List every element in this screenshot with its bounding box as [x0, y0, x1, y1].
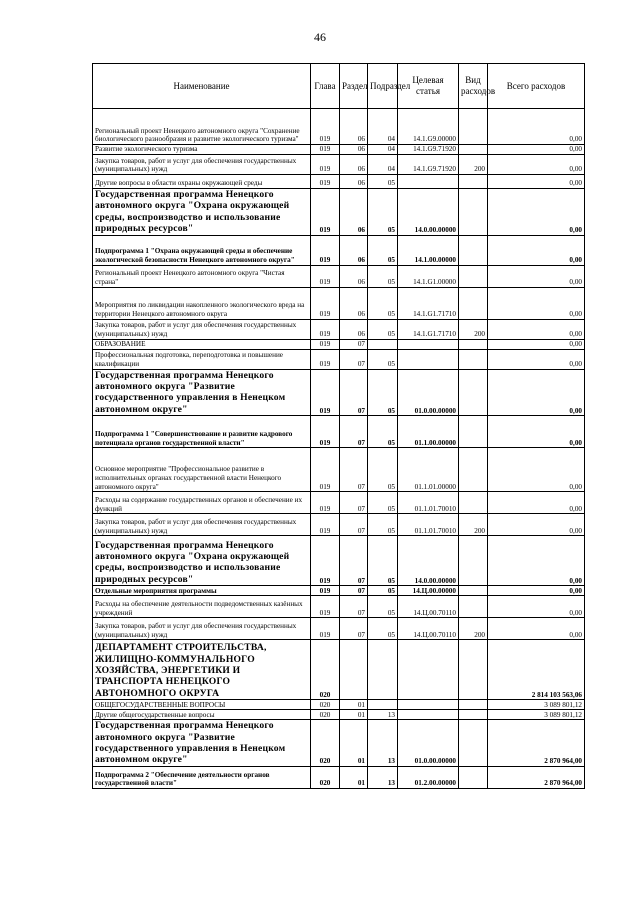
row-section — [340, 640, 368, 700]
row-exp-type: 200 — [459, 618, 488, 640]
table-row — [93, 596, 585, 618]
row-name: ДЕПАРТАМЕНТ СТРОИТЕЛЬСТВА, ЖИЛИЩНО-КОММУНАЛЬНОГО ХОЗЯЙСТВА, ЭНЕРГЕТИКИ И ТРАНСПОРТА НЕНЕЦКОГО АВТОНОМНОГО ОКРУГА — [93, 640, 311, 700]
row-exp-type: 200 — [459, 155, 488, 175]
row-target — [398, 349, 459, 369]
row-total: 0,00 — [488, 339, 585, 349]
row-total: 0,00 — [488, 536, 585, 586]
row-subsection: 05 — [368, 492, 398, 514]
row-subsection: 05 — [368, 448, 398, 492]
row-target: 01.1.00.00000 — [398, 416, 459, 448]
row-exp-type — [459, 369, 488, 416]
row-name: Другие общегосударственные вопросы — [93, 710, 311, 720]
row-total: 0,00 — [488, 448, 585, 492]
table-row — [93, 349, 585, 369]
row-chapter: 019 — [311, 349, 340, 369]
row-section: 06 — [340, 175, 368, 189]
row-exp-type — [459, 175, 488, 189]
row-total: 0,00 — [488, 109, 585, 145]
row-section: 07 — [340, 618, 368, 640]
row-section: 07 — [340, 514, 368, 536]
header-target: Целевая статья — [398, 64, 459, 109]
row-section: 07 — [340, 416, 368, 448]
row-section: 06 — [340, 319, 368, 339]
row-exp-type — [459, 700, 488, 710]
row-target: 14.1.G1.71710 — [398, 287, 459, 319]
row-name: Государственная программа Ненецкого автономного округа "Охрана окружающей среды, воспроизводство и использование природных ресурсов" — [93, 189, 311, 236]
row-total: 0,00 — [488, 175, 585, 189]
table-row — [93, 710, 585, 720]
row-target — [398, 175, 459, 189]
row-subsection: 13 — [368, 710, 398, 720]
row-name: Закупка товаров, работ и услуг для обеспечения государственных (муниципальных) нужд — [93, 319, 311, 339]
row-name: Региональный проект Ненецкого автономного округа "Чистая страна" — [93, 265, 311, 287]
row-total: 2 870 964,00 — [488, 720, 585, 767]
row-name: Мероприятия по ликвидации накопленного экологического вреда на территории Ненецкого автономного округа — [93, 287, 311, 319]
row-subsection — [368, 339, 398, 349]
row-section: 06 — [340, 265, 368, 287]
row-subsection: 05 — [368, 349, 398, 369]
row-exp-type — [459, 448, 488, 492]
row-subsection — [368, 700, 398, 710]
row-total: 0,00 — [488, 369, 585, 416]
row-section: 06 — [340, 189, 368, 236]
row-target: 14.1.00.00000 — [398, 235, 459, 265]
row-section: 01 — [340, 720, 368, 767]
row-chapter: 019 — [311, 265, 340, 287]
row-section: 06 — [340, 235, 368, 265]
row-name: Региональный проект Ненецкого автономного округа "Сохранение биологического разнообразия и развитие экологического туризма" — [93, 109, 311, 145]
row-name: Расходы на обеспечение деятельности подведомственных казённых учреждений — [93, 596, 311, 618]
row-exp-type — [459, 189, 488, 236]
row-subsection: 05 — [368, 235, 398, 265]
row-chapter: 019 — [311, 109, 340, 145]
row-chapter: 019 — [311, 189, 340, 236]
row-section: 07 — [340, 448, 368, 492]
row-total: 0,00 — [488, 155, 585, 175]
table-row — [93, 339, 585, 349]
row-name: Профессиональная подготовка, переподготовка и повышение квалификации — [93, 349, 311, 369]
row-section: 07 — [340, 369, 368, 416]
row-target: 01.1.01.70010 — [398, 492, 459, 514]
row-chapter: 019 — [311, 492, 340, 514]
table-row — [93, 700, 585, 710]
row-section: 06 — [340, 287, 368, 319]
row-target: 14.0.00.00000 — [398, 536, 459, 586]
page-number: 46 — [314, 30, 326, 44]
row-subsection: 13 — [368, 720, 398, 767]
row-subsection: 04 — [368, 145, 398, 155]
row-chapter: 019 — [311, 175, 340, 189]
row-name: Отдельные мероприятия программы — [93, 586, 311, 596]
budget-table — [92, 63, 585, 789]
table-row — [93, 235, 585, 265]
row-exp-type — [459, 586, 488, 596]
row-target: 14.Ц.00.00000 — [398, 586, 459, 596]
row-name: Закупка товаров, работ и услуг для обеспечения государственных (муниципальных) нужд — [93, 155, 311, 175]
row-target: 01.0.00.00000 — [398, 720, 459, 767]
row-subsection: 04 — [368, 155, 398, 175]
row-total: 3 089 801,12 — [488, 700, 585, 710]
row-target — [398, 700, 459, 710]
table-row — [93, 586, 585, 596]
row-chapter: 019 — [311, 287, 340, 319]
table-row — [93, 720, 585, 767]
table-row — [93, 640, 585, 700]
row-name: ОБРАЗОВАНИЕ — [93, 339, 311, 349]
row-subsection: 05 — [368, 287, 398, 319]
header-row — [93, 64, 585, 109]
table-body — [93, 109, 585, 789]
table-row — [93, 416, 585, 448]
row-section: 01 — [340, 766, 368, 788]
row-name: Подпрограмма 1 "Совершенствование и развитие кадрового потенциала органов государственной власти" — [93, 416, 311, 448]
row-name: Развитие экологического туризма — [93, 145, 311, 155]
row-subsection: 05 — [368, 189, 398, 236]
row-section: 07 — [340, 536, 368, 586]
row-section: 01 — [340, 700, 368, 710]
row-subsection: 05 — [368, 618, 398, 640]
row-name: Государственная программа Ненецкого автономного округа "Охрана окружающей среды, воспроизводство и использование природных ресурсов" — [93, 536, 311, 586]
row-total: 0,00 — [488, 492, 585, 514]
table-row — [93, 265, 585, 287]
row-chapter: 020 — [311, 700, 340, 710]
row-target: 14.Ц.00.70110 — [398, 596, 459, 618]
row-name: Государственная программа Ненецкого автономного округа "Развитие государственного управления в Ненецком автономном округе" — [93, 369, 311, 416]
row-name: Государственная программа Ненецкого автономного округа "Развитие государственного управления в Ненецком автономном округе" — [93, 720, 311, 767]
row-chapter: 019 — [311, 596, 340, 618]
row-chapter: 020 — [311, 766, 340, 788]
header-total: Всего расходов — [488, 64, 585, 109]
row-exp-type — [459, 536, 488, 586]
row-total: 0,00 — [488, 416, 585, 448]
row-chapter: 019 — [311, 145, 340, 155]
row-total: 2 814 103 563,06 — [488, 640, 585, 700]
header-exp-type: Вид расходов — [459, 64, 488, 109]
row-name: Основное мероприятие "Профессиональное развитие в исполнительных органах государственной власти Ненецкого автономного округа" — [93, 448, 311, 492]
row-name: Другие вопросы в области охраны окружающей среды — [93, 175, 311, 189]
row-subsection: 05 — [368, 265, 398, 287]
row-total: 0,00 — [488, 596, 585, 618]
row-target — [398, 710, 459, 720]
table-row — [93, 448, 585, 492]
row-section: 07 — [340, 596, 368, 618]
row-target: 14.1.G9.71920 — [398, 155, 459, 175]
row-chapter: 019 — [311, 448, 340, 492]
row-total: 0,00 — [488, 319, 585, 339]
row-section: 07 — [340, 586, 368, 596]
row-chapter: 019 — [311, 514, 340, 536]
table-row — [93, 369, 585, 416]
row-name: Закупка товаров, работ и услуг для обеспечения государственных (муниципальных) нужд — [93, 514, 311, 536]
row-total: 0,00 — [488, 586, 585, 596]
table-row — [93, 145, 585, 155]
row-total: 0,00 — [488, 514, 585, 536]
table-row — [93, 189, 585, 236]
row-exp-type — [459, 596, 488, 618]
table-row — [93, 319, 585, 339]
row-subsection: 05 — [368, 586, 398, 596]
table-row — [93, 287, 585, 319]
row-exp-type — [459, 145, 488, 155]
row-total: 0,00 — [488, 349, 585, 369]
table-row — [93, 155, 585, 175]
row-exp-type — [459, 710, 488, 720]
row-subsection: 05 — [368, 175, 398, 189]
table-row — [93, 536, 585, 586]
table-row — [93, 618, 585, 640]
row-target: 14.1.G9.71920 — [398, 145, 459, 155]
row-subsection: 05 — [368, 416, 398, 448]
row-chapter: 019 — [311, 369, 340, 416]
row-exp-type — [459, 265, 488, 287]
row-section: 06 — [340, 145, 368, 155]
row-section: 06 — [340, 155, 368, 175]
row-total: 0,00 — [488, 145, 585, 155]
row-chapter: 019 — [311, 586, 340, 596]
row-section: 07 — [340, 492, 368, 514]
row-total: 0,00 — [488, 287, 585, 319]
row-total: 3 089 801,12 — [488, 710, 585, 720]
row-name: ОБЩЕГОСУДАРСТВЕННЫЕ ВОПРОСЫ — [93, 700, 311, 710]
row-target: 14.1.G1.00000 — [398, 265, 459, 287]
row-chapter: 019 — [311, 416, 340, 448]
row-exp-type — [459, 766, 488, 788]
row-total: 0,00 — [488, 235, 585, 265]
row-chapter: 019 — [311, 536, 340, 586]
row-exp-type — [459, 640, 488, 700]
row-total: 2 870 964,00 — [488, 766, 585, 788]
row-target — [398, 339, 459, 349]
row-section: 01 — [340, 710, 368, 720]
row-chapter: 019 — [311, 319, 340, 339]
row-subsection: 05 — [368, 596, 398, 618]
row-chapter: 019 — [311, 235, 340, 265]
row-subsection: 05 — [368, 319, 398, 339]
table-row — [93, 492, 585, 514]
table-row — [93, 109, 585, 145]
table-row — [93, 175, 585, 189]
row-chapter: 019 — [311, 618, 340, 640]
row-total: 0,00 — [488, 618, 585, 640]
row-chapter: 019 — [311, 339, 340, 349]
row-target — [398, 640, 459, 700]
row-target: 01.1.01.00000 — [398, 448, 459, 492]
row-subsection — [368, 640, 398, 700]
header-name: Наименование — [93, 64, 311, 109]
header-chapter: Глава — [311, 64, 340, 109]
row-subsection: 05 — [368, 536, 398, 586]
row-target: 14.1.G9.00000 — [398, 109, 459, 145]
row-subsection: 13 — [368, 766, 398, 788]
row-exp-type — [459, 492, 488, 514]
table-row — [93, 514, 585, 536]
row-subsection: 05 — [368, 514, 398, 536]
row-total: 0,00 — [488, 189, 585, 236]
header-subsection: Подраздел — [368, 64, 398, 109]
header-section: Раздел — [340, 64, 368, 109]
row-exp-type — [459, 339, 488, 349]
row-target: 01.1.01.70010 — [398, 514, 459, 536]
row-chapter: 020 — [311, 640, 340, 700]
row-total: 0,00 — [488, 265, 585, 287]
row-target: 14.1.G1.71710 — [398, 319, 459, 339]
row-exp-type — [459, 235, 488, 265]
row-section: 07 — [340, 349, 368, 369]
row-exp-type: 200 — [459, 319, 488, 339]
row-chapter: 020 — [311, 720, 340, 767]
row-subsection: 04 — [368, 109, 398, 145]
row-exp-type — [459, 349, 488, 369]
row-name: Подпрограмма 1 "Охрана окружающей среды и обеспечение экологической безопасности Ненецкого автономного округа" — [93, 235, 311, 265]
row-name: Закупка товаров, работ и услуг для обеспечения государственных (муниципальных) нужд — [93, 618, 311, 640]
table-row — [93, 766, 585, 788]
row-exp-type: 200 — [459, 514, 488, 536]
row-chapter: 019 — [311, 155, 340, 175]
row-target: 01.2.00.00000 — [398, 766, 459, 788]
row-name: Подпрограмма 2 "Обеспечение деятельности органов государственной власти" — [93, 766, 311, 788]
row-target: 14.Ц.00.70110 — [398, 618, 459, 640]
row-chapter: 020 — [311, 710, 340, 720]
row-name: Расходы на содержание государственных органов и обеспечение их функций — [93, 492, 311, 514]
row-section: 06 — [340, 109, 368, 145]
row-exp-type — [459, 720, 488, 767]
row-exp-type — [459, 287, 488, 319]
row-exp-type — [459, 109, 488, 145]
row-exp-type — [459, 416, 488, 448]
row-subsection: 05 — [368, 369, 398, 416]
row-section: 07 — [340, 339, 368, 349]
row-target: 14.0.00.00000 — [398, 189, 459, 236]
row-target: 01.0.00.00000 — [398, 369, 459, 416]
